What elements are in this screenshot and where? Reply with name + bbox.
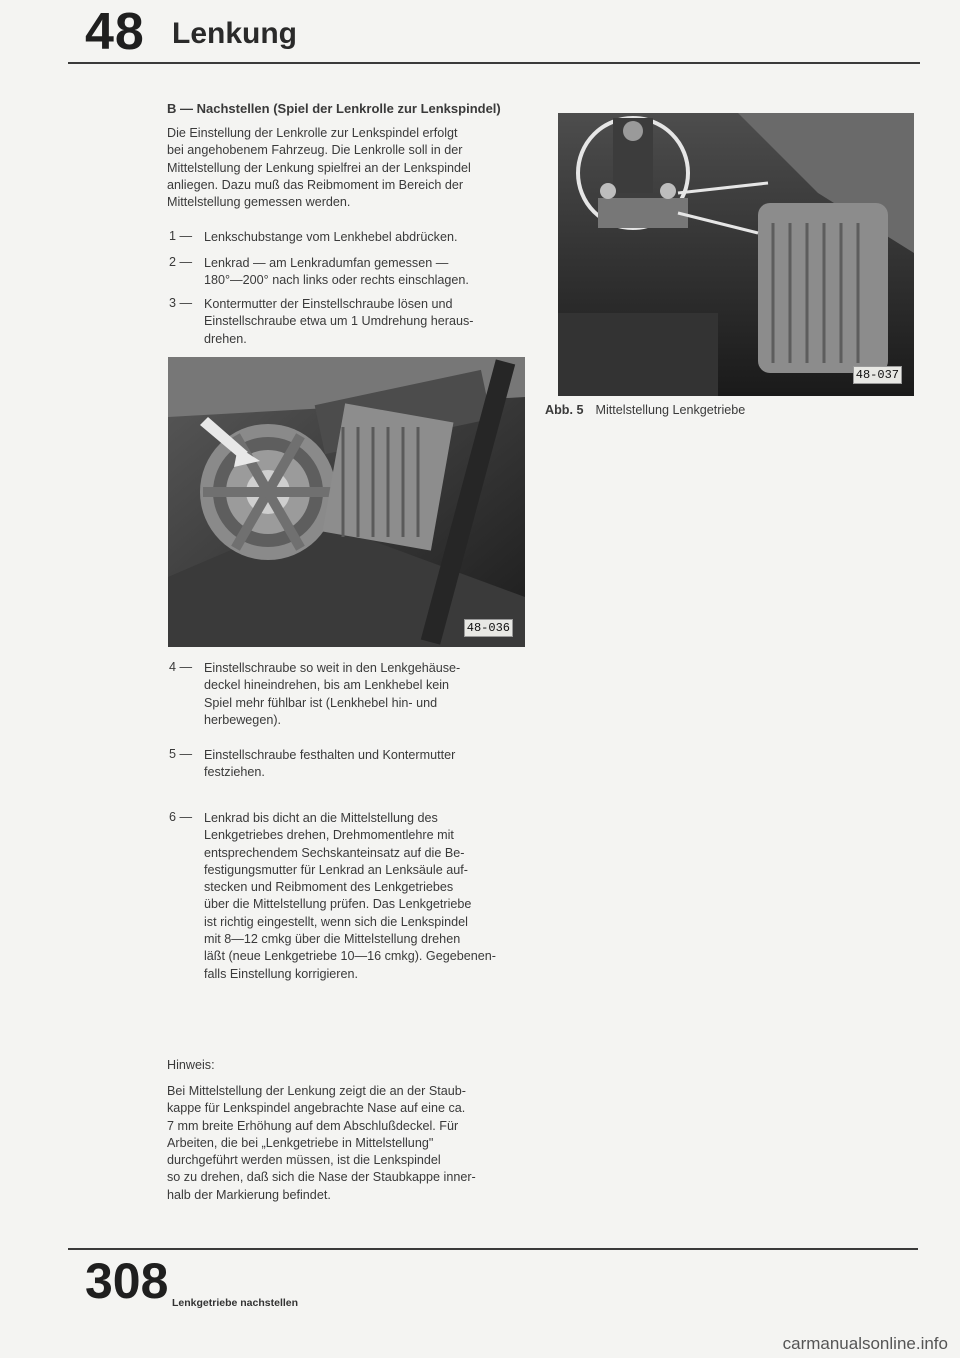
step-line: 180°—200° nach links oder rechts einschlagen.: [204, 273, 469, 288]
chapter-title: Lenkung: [172, 17, 297, 50]
header-rule: [68, 62, 920, 64]
step-line: festigungsmutter für Lenkrad an Lenksäule auf-: [204, 862, 468, 877]
intro-line: Die Einstellung der Lenkrolle zur Lenkspindel erfolgt: [167, 126, 458, 140]
step-text: [204, 747, 549, 782]
note-line: so zu drehen, daß sich die Nase der Staubkappe inner-: [167, 1170, 476, 1185]
watermark: carmanualsonline.info: [782, 1334, 948, 1353]
step-line: stecken und Reibmoment des Lenkgetriebes: [204, 880, 454, 895]
footer-rule: [68, 1248, 918, 1250]
photo-steering-gear-adjusting-screw: [168, 357, 525, 647]
step-line: Spiel mehr fühlbar ist (Lenkhebel hin- und: [204, 695, 438, 710]
step-line: Lenkrad bis dicht an die Mittelstellung des: [204, 811, 438, 825]
step-text: [204, 255, 549, 290]
step-line: ist richtig eingestellt, wenn sich die Lenkspindel: [204, 914, 468, 929]
step-number: 4 —: [169, 660, 193, 674]
step-line: läßt (neue Lenkgetriebe 10—16 cmkg). Gegebenen-: [204, 949, 496, 964]
step-text: [204, 660, 549, 729]
intro-paragraph: [167, 125, 542, 211]
step-number: 6 —: [169, 810, 193, 824]
step-line: mit 8—12 cmkg über die Mittelstellung drehen: [204, 932, 461, 947]
note-line: kappe für Lenkspindel angebrachte Nase auf eine ca.: [167, 1101, 466, 1116]
figure-caption-text: Mittelstellung Lenkgetriebe: [595, 403, 746, 417]
step-number: 3 —: [169, 296, 193, 310]
note-title: Hinweis:: [167, 1058, 215, 1072]
step-line: über die Mittelstellung prüfen. Das Lenkgetriebe: [204, 897, 472, 912]
step-line: Lenkschubstange vom Lenkhebel abdrücken.: [204, 230, 458, 244]
intro-line: Mittelstellung der Lenkung spielfrei an der Lenkspindel: [167, 160, 471, 175]
step-text: [204, 810, 549, 983]
step-text: [204, 229, 549, 246]
step-line: Einstellschraube etwa um 1 Umdrehung heraus-: [204, 314, 474, 329]
step-line: Einstellschraube so weit in den Lenkgehäuse-: [204, 661, 461, 675]
step-line: Kontermutter der Einstellschraube lösen und: [204, 297, 453, 311]
note-line: halb der Markierung befindet.: [167, 1187, 331, 1202]
note-line: Bei Mittelstellung der Lenkung zeigt die an der Staub-: [167, 1084, 466, 1098]
figure-tag: 48-037: [853, 366, 902, 384]
step-number: 2 —: [169, 255, 193, 269]
step-line: falls Einstellung korrigieren.: [204, 966, 358, 981]
figure-tag: 48-036: [464, 619, 513, 637]
step-text: [204, 296, 549, 348]
chapter-number: 48: [85, 3, 145, 61]
step-line: festziehen.: [204, 765, 265, 780]
step-line: Lenkrad — am Lenkradumfan gemessen —: [204, 256, 449, 270]
step-number: 5 —: [169, 747, 193, 761]
note-line: durchgeführt werden müssen, ist die Lenkspindel: [167, 1153, 441, 1168]
note-line: Arbeiten, die bei „Lenkgetriebe in Mittelstellung": [167, 1135, 434, 1150]
step-line: drehen.: [204, 331, 247, 346]
page-number: 308: [85, 1253, 169, 1309]
note-paragraph: [167, 1083, 542, 1204]
intro-line: Mittelstellung gemessen werden.: [167, 195, 351, 210]
step-line: entsprechendem Sechskanteinsatz auf die Be-: [204, 845, 465, 860]
intro-line: anliegen. Dazu muß das Reibmoment im Bereich der: [167, 177, 464, 192]
step-line: Lenkgetriebes drehen, Drehmomentlehre mit: [204, 828, 454, 843]
section-heading: B — Nachstellen (Spiel der Lenkrolle zur Lenkspindel): [167, 101, 501, 116]
note-line: 7 mm breite Erhöhung auf dem Abschlußdeckel. Für: [167, 1118, 459, 1133]
figure-caption: [545, 403, 745, 417]
step-line: deckel hineindrehen, bis am Lenkhebel kein: [204, 678, 450, 693]
intro-line: bei angehobenem Fahrzeug. Die Lenkrolle soll in der: [167, 143, 463, 158]
figure-caption-label: Abb. 5: [545, 403, 584, 417]
footer-title: Lenkgetriebe nachstellen: [172, 1297, 299, 1309]
step-line: Einstellschraube festhalten und Kontermutter: [204, 748, 456, 762]
step-number: 1 —: [169, 229, 193, 243]
photo-steering-gear-center-position: [558, 113, 914, 396]
step-line: herbewegen).: [204, 712, 282, 727]
